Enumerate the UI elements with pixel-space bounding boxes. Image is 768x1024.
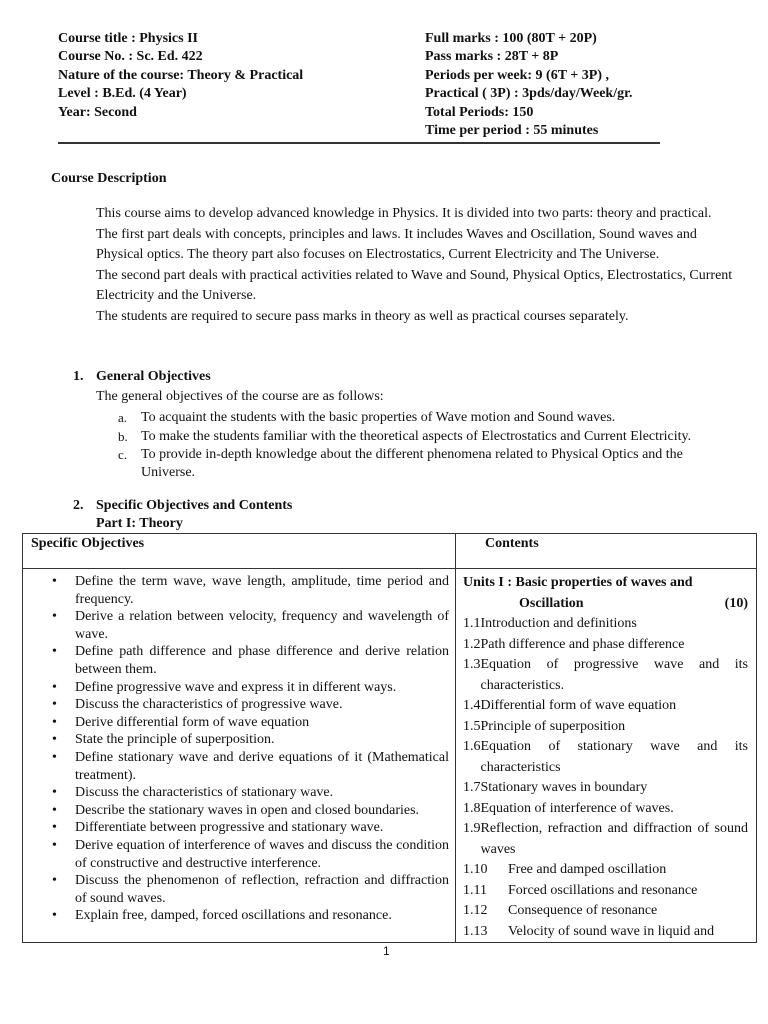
content-number: 1.6 bbox=[463, 739, 481, 754]
course-number: Course No. : Sc. Ed. 422 bbox=[58, 49, 203, 65]
course-info-right bbox=[425, 30, 633, 140]
list-item-text: To acquaint the students with the basic properties of Wave motion and Sound waves. bbox=[141, 410, 616, 425]
content-number: 1.1 bbox=[463, 616, 481, 631]
bullet-icon: • bbox=[52, 679, 57, 695]
page-number: 1 bbox=[383, 944, 390, 958]
list-marker: a. bbox=[118, 410, 128, 425]
content-item bbox=[463, 737, 748, 778]
time-per-period: Time per period : 55 minutes bbox=[425, 123, 599, 139]
bullet-icon: • bbox=[52, 574, 57, 589]
bullet-icon: • bbox=[52, 785, 57, 801]
content-number: 1.2 bbox=[463, 636, 481, 652]
content-item bbox=[463, 799, 748, 820]
objective-item bbox=[37, 573, 449, 608]
objective-item bbox=[37, 837, 449, 872]
content-item bbox=[463, 819, 748, 860]
description-paragraph: This course aims to develop advanced knowledge in Physics. It is divided into two parts: theory and practical. The first part deals with concepts, principles and laws. It includes Waves and Oscillation, Sound waves and Physical optics. The theory part also focuses on Electrostatics, Current Electricity and The Universe. bbox=[96, 206, 712, 262]
unit-title bbox=[463, 573, 748, 614]
list-item-text: To provide in-depth knowledge about the different phenomena related to Physical Optics and the Universe. bbox=[141, 447, 683, 480]
objective-text: Discuss the characteristics of stationary wave. bbox=[75, 785, 334, 801]
practical-periods: Practical ( 3P) : 3pds/day/Week/gr. bbox=[425, 86, 633, 102]
list-item bbox=[118, 409, 718, 427]
content-item bbox=[463, 614, 748, 635]
content-text: Equation of interference of waves. bbox=[480, 800, 674, 816]
course-description-heading: Course Description bbox=[51, 171, 167, 186]
content-item bbox=[463, 696, 748, 717]
content-text: Consequence of resonance bbox=[508, 903, 658, 918]
general-objectives-list bbox=[118, 409, 718, 482]
objective-text: Define stationary wave and derive equations of it (Mathematical treatment). bbox=[75, 749, 449, 783]
objective-text: Describe the stationary waves in open and closed boundaries. bbox=[75, 802, 420, 818]
objective-text: Discuss the phenomenon of reflection, refraction and diffraction of sound waves. bbox=[75, 873, 449, 906]
objective-item bbox=[37, 872, 449, 907]
column-header-objectives: Specific Objectives bbox=[23, 534, 456, 569]
content-text: Stationary waves in boundary bbox=[480, 780, 648, 795]
list-item-text: To make the students familiar with the theoretical aspects of Electrostatics and Current Electricity. bbox=[141, 428, 692, 444]
content-item bbox=[463, 922, 748, 943]
content-item bbox=[463, 635, 748, 656]
section-title: General Objectives bbox=[96, 369, 211, 384]
bullet-icon: • bbox=[52, 644, 57, 660]
table-row bbox=[23, 569, 757, 943]
content-item bbox=[463, 881, 748, 902]
specific-objectives-heading bbox=[73, 498, 292, 514]
objective-item bbox=[37, 643, 449, 678]
objective-item bbox=[37, 731, 449, 749]
content-text: Principle of superposition bbox=[480, 718, 626, 734]
general-objectives-intro: The general objectives of the course are as follows: bbox=[96, 389, 384, 404]
list-item bbox=[118, 446, 718, 481]
pass-marks: Pass marks : 28T + 8P bbox=[425, 49, 559, 65]
content-text: Equation of progressive wave and its characteristics. bbox=[480, 657, 748, 693]
objective-text: Define the term wave, wave length, amplitude, time period and frequency. bbox=[75, 574, 449, 607]
bullet-icon: • bbox=[52, 873, 57, 889]
objectives-contents-table bbox=[22, 533, 757, 943]
section-number: 1. bbox=[73, 369, 84, 384]
objective-text: Differentiate between progressive and stationary wave. bbox=[75, 820, 384, 836]
content-text: Equation of stationary wave and its characteristics bbox=[480, 739, 748, 775]
list-item bbox=[118, 428, 718, 446]
contents-cell bbox=[456, 569, 757, 943]
objective-text: State the principle of superposition. bbox=[75, 732, 275, 748]
course-year: Year: Second bbox=[58, 104, 137, 120]
objective-item bbox=[37, 679, 449, 697]
content-text: Velocity of sound wave in liquid and bbox=[508, 923, 715, 939]
content-text: Introduction and definitions bbox=[480, 616, 637, 631]
content-number: 1.13 bbox=[463, 923, 488, 939]
bullet-icon: • bbox=[52, 837, 57, 853]
bullet-icon: • bbox=[52, 609, 57, 625]
course-info-left bbox=[58, 30, 303, 122]
objective-text: Define progressive wave and express it in different ways. bbox=[75, 679, 397, 695]
content-number: 1.8 bbox=[463, 800, 481, 816]
content-number: 1.12 bbox=[463, 903, 488, 918]
part-heading: Part I: Theory bbox=[96, 516, 183, 531]
bullet-icon: • bbox=[52, 749, 57, 765]
unit-title-line: Units I : Basic properties of waves and bbox=[463, 575, 693, 590]
content-item bbox=[463, 655, 748, 696]
objective-item bbox=[37, 907, 449, 925]
list-marker: b. bbox=[118, 428, 128, 444]
full-marks: Full marks : 100 (80T + 20P) bbox=[425, 31, 597, 46]
description-paragraph: The second part deals with practical activities related to Wave and Sound, Physical Optics, Electrostatics, Current Electricity and the Universe. bbox=[96, 267, 733, 303]
content-item bbox=[463, 860, 748, 881]
course-nature: Nature of the course: Theory & Practical bbox=[58, 67, 304, 83]
content-text: Reflection, refraction and diffraction of sound waves bbox=[480, 821, 748, 857]
bullet-icon: • bbox=[52, 802, 57, 818]
description-paragraph: The students are required to secure pass marks in theory as well as practical courses separately. bbox=[96, 308, 629, 324]
objective-item bbox=[37, 784, 449, 802]
section-number: 2. bbox=[73, 498, 84, 513]
list-marker: c. bbox=[118, 447, 128, 463]
objective-item bbox=[37, 608, 449, 643]
objective-item bbox=[37, 802, 449, 820]
objective-item bbox=[37, 749, 449, 784]
bullet-icon: • bbox=[52, 732, 57, 748]
objective-text: Derive a relation between velocity, frequency and wavelength of wave. bbox=[75, 609, 449, 642]
content-text: Forced oscillations and resonance bbox=[508, 882, 698, 898]
objective-text: Define path difference and phase difference and derive relation between them. bbox=[75, 644, 449, 677]
objective-text: Explain free, damped, forced oscillations and resonance. bbox=[75, 908, 392, 924]
bullet-icon: • bbox=[52, 820, 57, 836]
content-number: 1.11 bbox=[463, 882, 487, 898]
content-number: 1.3 bbox=[463, 657, 481, 672]
objective-item bbox=[37, 714, 449, 732]
objective-item bbox=[37, 819, 449, 837]
content-number: 1.5 bbox=[463, 718, 481, 734]
objective-text: Discuss the characteristics of progressive wave. bbox=[75, 697, 343, 713]
content-number: 1.9 bbox=[463, 821, 481, 836]
unit-title-line: Oscillation bbox=[519, 595, 584, 611]
unit-periods: (10) bbox=[724, 595, 748, 611]
general-objectives-heading bbox=[73, 369, 211, 385]
content-number: 1.4 bbox=[463, 698, 481, 713]
bullet-icon: • bbox=[52, 697, 57, 713]
header-divider bbox=[58, 142, 660, 144]
specific-objectives-list bbox=[37, 573, 449, 925]
total-periods: Total Periods: 150 bbox=[425, 104, 534, 120]
periods-per-week: Periods per week: 9 (6T + 3P) , bbox=[425, 67, 609, 83]
content-item bbox=[463, 778, 748, 799]
bullet-icon: • bbox=[52, 908, 57, 924]
content-item bbox=[463, 901, 748, 922]
course-title: Course title : Physics II bbox=[58, 31, 198, 46]
bullet-icon: • bbox=[52, 714, 57, 730]
section-title: Specific Objectives and Contents bbox=[96, 498, 293, 513]
content-number: 1.7 bbox=[463, 780, 481, 795]
content-number: 1.10 bbox=[463, 862, 488, 877]
course-level: Level : B.Ed. (4 Year) bbox=[58, 86, 187, 102]
content-text: Path difference and phase difference bbox=[480, 636, 685, 652]
objective-text: Derive equation of interference of waves and discuss the condition of constructive and destructive interference. bbox=[75, 837, 449, 871]
table-header-row bbox=[23, 534, 757, 569]
contents-list bbox=[463, 614, 748, 942]
objective-item bbox=[37, 696, 449, 714]
objective-text: Derive differential form of wave equation bbox=[75, 714, 310, 730]
content-text: Differential form of wave equation bbox=[480, 698, 677, 713]
content-text: Free and damped oscillation bbox=[508, 862, 667, 877]
course-description-body bbox=[96, 204, 736, 327]
content-item bbox=[463, 717, 748, 738]
column-header-contents: Contents bbox=[456, 534, 757, 569]
objectives-cell bbox=[23, 569, 456, 943]
